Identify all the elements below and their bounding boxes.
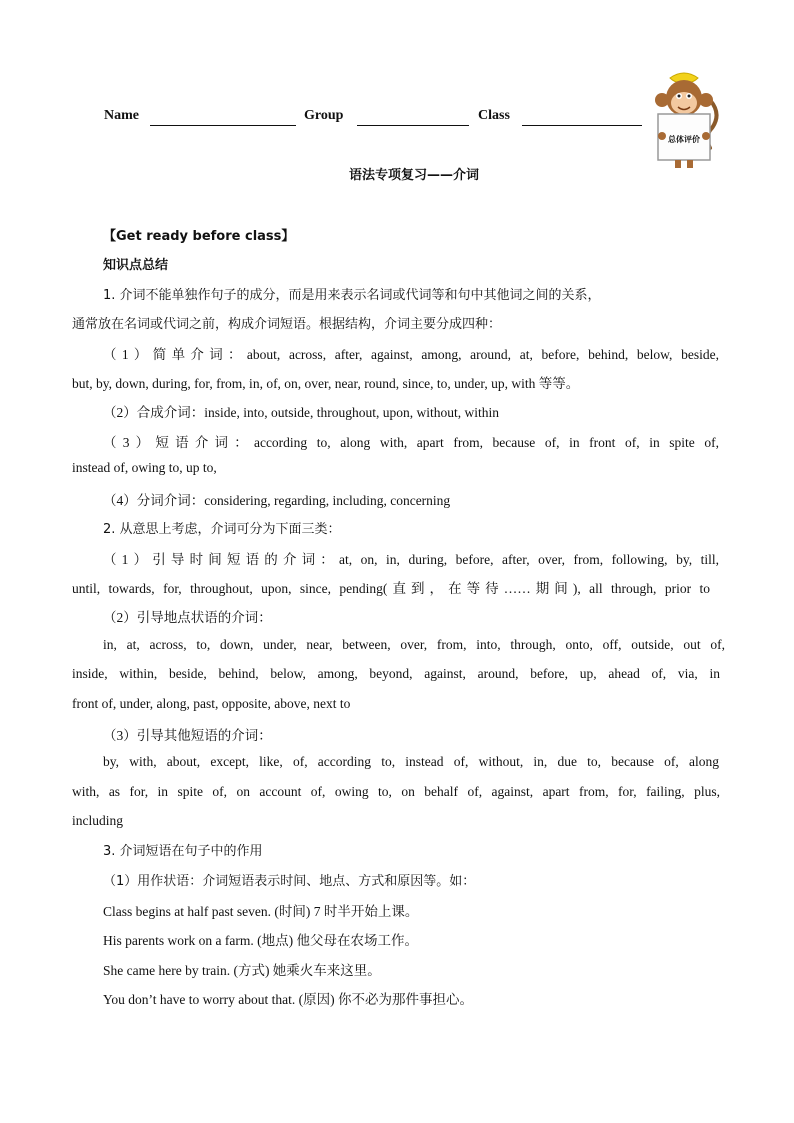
subheading: 知识点总结 [103,258,169,273]
text-line: 通常放在名词或代词之前，构成介词短语。根据结构，介词主要分成四种： [72,317,502,332]
text-line: 1. 介词不能单独作句子的成分，而是用来表示名词或代词等和句中其他词之间的关系， [103,288,601,303]
text-line: by, with, about, except, like, of, according to, instead of, without, in, due to, because of, along [103,754,719,769]
text-line: in, at, across, to, down, under, near, between, over, from, into, through, onto, off, outside, out of, [103,637,725,652]
text-line: but, by, down, during, for, from, in, of, on, over, near, round, since, to, under, up, with 等等。 [72,376,580,391]
text-line: （2）合成介词：inside, into, outside, throughout, upon, without, within [103,405,499,420]
text-line: （2）引导地点状语的介词： [103,610,272,625]
text-line: with, as for, in spite of, on account of, owing to, on behalf of, against, apart from, for, failing, plus, [72,784,720,799]
text-line: 2. 从意思上考虑，介词可分为下面三类： [103,522,341,537]
group-label: Group [304,108,344,123]
example-sentence: She came here by train. (方式) 她乘火车来这里。 [103,963,381,978]
text-line: including [72,813,123,828]
example-sentence: Class begins at half past seven. (时间) 7 时半开始上课。 [103,904,419,919]
badge-text: 总体评价 [668,135,700,144]
text-line: （1）用作状语：介词短语表示时间、地点、方式和原因等。如： [103,874,476,889]
example-sentence: You don’t have to worry about that. (原因) 你不必为那件事担心。 [103,992,473,1007]
text-line: until, towards, for, throughout, upon, since, pending(直到，在等待……期间), all through, prior to [72,581,710,596]
header-row [104,108,644,128]
section-heading: 【Get ready before class】 [103,229,295,244]
text-line: 3. 介词短语在句子中的作用 [103,844,263,859]
text-line: （3）短语介词：according to, along with, apart from, because of, in front of, in spite of, [103,435,719,450]
name-label: Name [104,108,139,123]
text-line: （3）引导其他短语的介词： [103,728,272,743]
text-line: front of, under, along, past, opposite, above, next to [72,696,351,711]
monkey-mascot-icon [648,70,720,170]
page-title: 语法专项复习——介词 [348,168,479,183]
text-line: inside, within, beside, behind, below, among, beyond, against, around, before, up, ahead of, via, in [72,666,720,681]
class-blank[interactable] [522,125,642,126]
text-line: （1）简单介词：about, across, after, against, among, around, at, before, behind, below, beside, [103,347,719,362]
text-line: （4）分词介词：considering, regarding, including, concerning [103,493,451,508]
example-sentence: His parents work on a farm. (地点) 他父母在农场工作。 [103,933,418,948]
group-blank[interactable] [357,125,469,126]
name-blank[interactable] [150,125,296,126]
text-line: （1）引导时间短语的介词：at, on, in, during, before, after, over, from, following, by, till, [103,552,719,567]
class-label: Class [478,108,510,123]
text-line: instead of, owing to, up to, [72,460,217,475]
